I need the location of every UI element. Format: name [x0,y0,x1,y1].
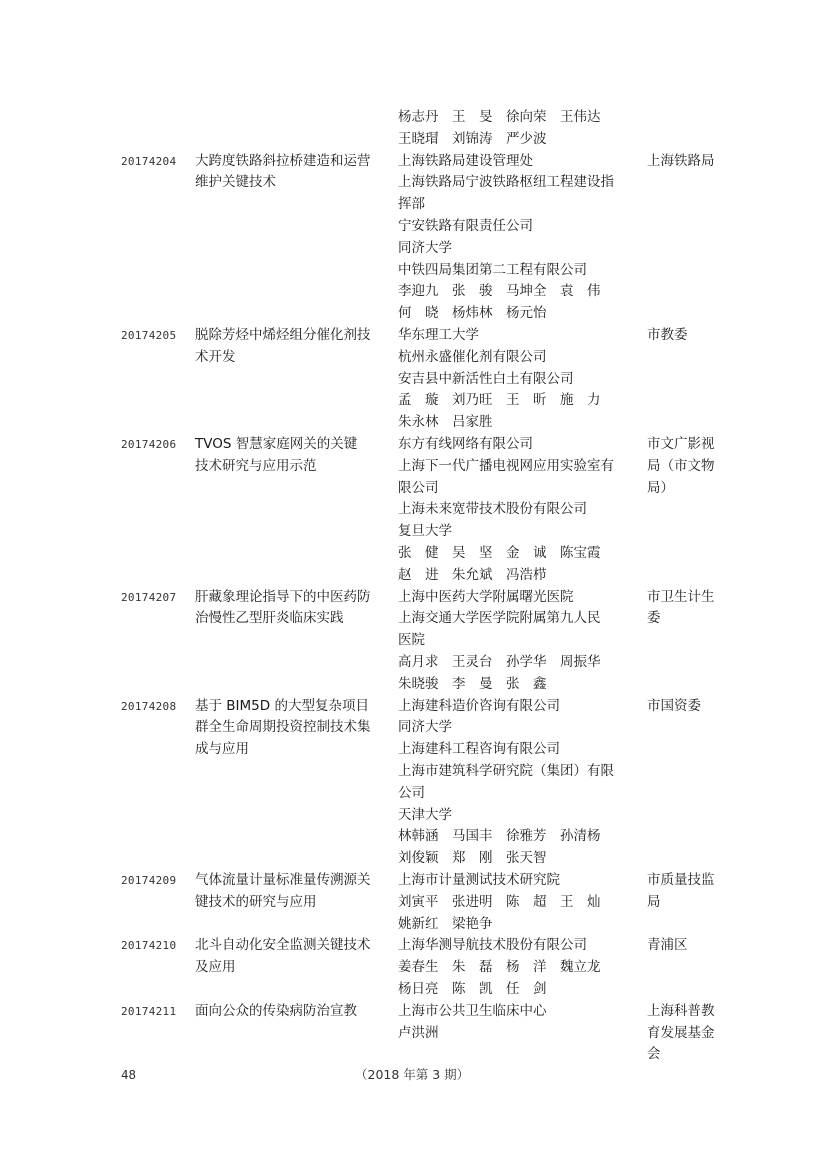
participants [398,870,638,935]
participants-line: 东方有线网络有限公司 [398,436,533,452]
participants-line: 上海市建筑科学研究院（集团）有限 [398,762,614,779]
participants-line: 何 晓 杨炜林 杨元怡 [398,305,547,322]
participants-line: 上海铁路局建设管理处 [398,152,533,169]
participants-line: 同济大学 [398,239,452,256]
project-title-line: 成与应用 [195,741,249,758]
participants-line: 复旦大学 [398,523,452,540]
project-id: 20174205 [121,329,177,342]
participants-line: 卢洪洲 [398,1024,439,1041]
participants [398,587,638,696]
participants-line: 朱永林 吕家胜 [398,414,493,431]
project-title [195,1001,387,1023]
participants [398,151,638,325]
participants-line: 姜春生 朱 磊 杨 洋 魏立龙 [398,959,601,976]
participants-line: 中铁四局集团第二工程有限公司 [398,261,587,278]
participant-line: 杨志丹 王 旻 徐向荣 王伟达 [398,109,601,125]
project-title-line: 术开发 [195,348,236,365]
participants-line: 上海市公共卫生临床中心 [398,1002,547,1019]
participants-line: 孟 璇 刘乃旺 王 昕 施 力 [398,392,601,409]
project-title-line: 面向公众的传染病防治宣教 [195,1002,357,1019]
participants-line: 高月求 王灵台 孙学华 周振华 [398,653,601,670]
participants [398,1001,638,1045]
recommending-unit-line: 上海科普教 [647,1002,715,1019]
recommending-unit [647,434,729,499]
recommending-unit [647,696,729,718]
participants-line: 华东理工大学 [398,327,479,343]
project-title-line: 治慢性乙型肝炎临床实践 [195,610,344,627]
participants-line: 朱晓骏 李 曼 张 鑫 [398,675,547,692]
project-title-line: 脱除芳烃中烯烃组分催化剂技 [195,327,371,343]
recommending-unit-line: 局 [647,893,661,910]
recommending-unit [647,1001,729,1066]
project-id: 20174208 [121,699,177,713]
participants-line: 上海下一代广播电视网应用实验室有 [398,457,614,474]
participants-line: 医院 [398,632,425,649]
issue-label: （2018 年第 3 期） [355,1067,470,1082]
project-title-line: 大跨度铁路斜拉桥建造和运营 [195,152,371,169]
participants-line: 李迎九 张 骏 马坤全 袁 伟 [398,283,601,300]
project-title-line: 技术研究与应用示范 [195,457,317,474]
participants-line: 天津大学 [398,806,452,823]
recommending-unit [647,587,729,631]
recommending-unit-line: 会 [647,1046,661,1063]
project-id: 20174207 [121,590,177,604]
participants-line: 上海铁路局宁波铁路枢纽工程建设指 [398,174,614,191]
recommending-unit-line: 市文广影视 [647,436,715,452]
recommending-unit-line: 育发展基金 [647,1024,715,1041]
recommending-unit-line: 市国资委 [647,697,701,714]
participants-line: 限公司 [398,479,439,496]
participants-line: 杨日亮 陈 凯 任 剑 [398,980,547,997]
participants [398,696,638,870]
participants-line: 上海未来宽带技术股份有限公司 [398,501,587,518]
participants-line: 上海建科工程咨询有限公司 [398,741,560,758]
project-title [195,935,387,979]
participants-line: 上海华测导航技术股份有限公司 [398,937,587,954]
recommending-unit-line: 市教委 [647,327,688,343]
participants-line: 姚新红 梁艳争 [398,915,493,932]
participants-line: 上海中医药大学附属曙光医院 [398,588,574,605]
participants-line: 林韩涵 马国丰 徐雅芳 孙清杨 [398,828,601,845]
participants-line: 同济大学 [398,719,452,736]
participants-line: 安吉县中新活性白土有限公司 [398,370,574,387]
participants-line: 公司 [398,784,425,801]
project-title-line: 群全生命周期投资控制技术集 [195,719,371,736]
recommending-unit-line: 委 [647,610,661,627]
participants-line: 刘俊颖 郑 刚 张天智 [398,850,547,867]
recommending-unit [647,935,729,957]
project-title-line: 维护关键技术 [195,174,276,191]
project-title [195,434,387,478]
participants-line: 张 健 吴 坚 金 诚 陈宝霞 [398,544,601,561]
participants-line: 刘寅平 张进明 陈 超 王 灿 [398,893,601,910]
project-id: 20174210 [121,939,177,953]
participants [398,935,638,1000]
project-title [195,870,387,914]
participants-line: 宁安铁路有限责任公司 [398,217,533,234]
project-title-line: 北斗自动化安全监测关键技术 [195,937,371,954]
project-id: 20174204 [121,154,177,168]
recommending-unit-line: 局） [647,479,674,496]
recommending-unit-line: 市卫生计生 [647,588,715,605]
recommending-unit [647,325,729,347]
recommending-unit-line: 市质量技监 [647,872,715,888]
recommending-unit-line: 局（市文物 [647,457,715,474]
recommending-unit [647,151,729,173]
project-title-line: 及应用 [195,959,236,976]
project-title [195,325,387,369]
participants-line: 上海交通大学医学院附属第九人民 [398,610,601,627]
project-title-line: 键技术的研究与应用 [195,893,317,910]
project-id: 20174209 [121,874,177,887]
project-title-line: 气体流量计量标准量传溯源关 [195,872,371,888]
participants [398,434,638,587]
participants-line: 挥部 [398,196,425,213]
participant-line: 王晓瑁 刘锦涛 严少波 [398,130,547,147]
participants-line: 上海建科造价咨询有限公司 [398,697,560,714]
participants [398,325,638,434]
project-title-line: 基于 BIM5D 的大型复杂项目 [195,697,369,714]
project-title [195,151,387,195]
continuation-participants [398,107,633,151]
page-number: 48 [121,1067,137,1082]
participants-line: 上海市计量测试技术研究院 [398,872,560,888]
project-title-line: TVOS 智慧家庭网关的关键 [195,436,358,452]
participants-line: 杭州永盛催化剂有限公司 [398,348,547,365]
recommending-unit [647,870,729,914]
project-id: 20174206 [121,438,177,451]
recommending-unit-line: 青浦区 [647,937,688,954]
project-title [195,587,387,631]
recommending-unit-line: 上海铁路局 [647,152,715,169]
project-title [195,696,387,761]
project-id: 20174211 [121,1004,177,1018]
project-title-line: 肝藏象理论指导下的中医药防 [195,588,371,605]
participants-line: 赵 进 朱允斌 冯浩栉 [398,566,547,583]
